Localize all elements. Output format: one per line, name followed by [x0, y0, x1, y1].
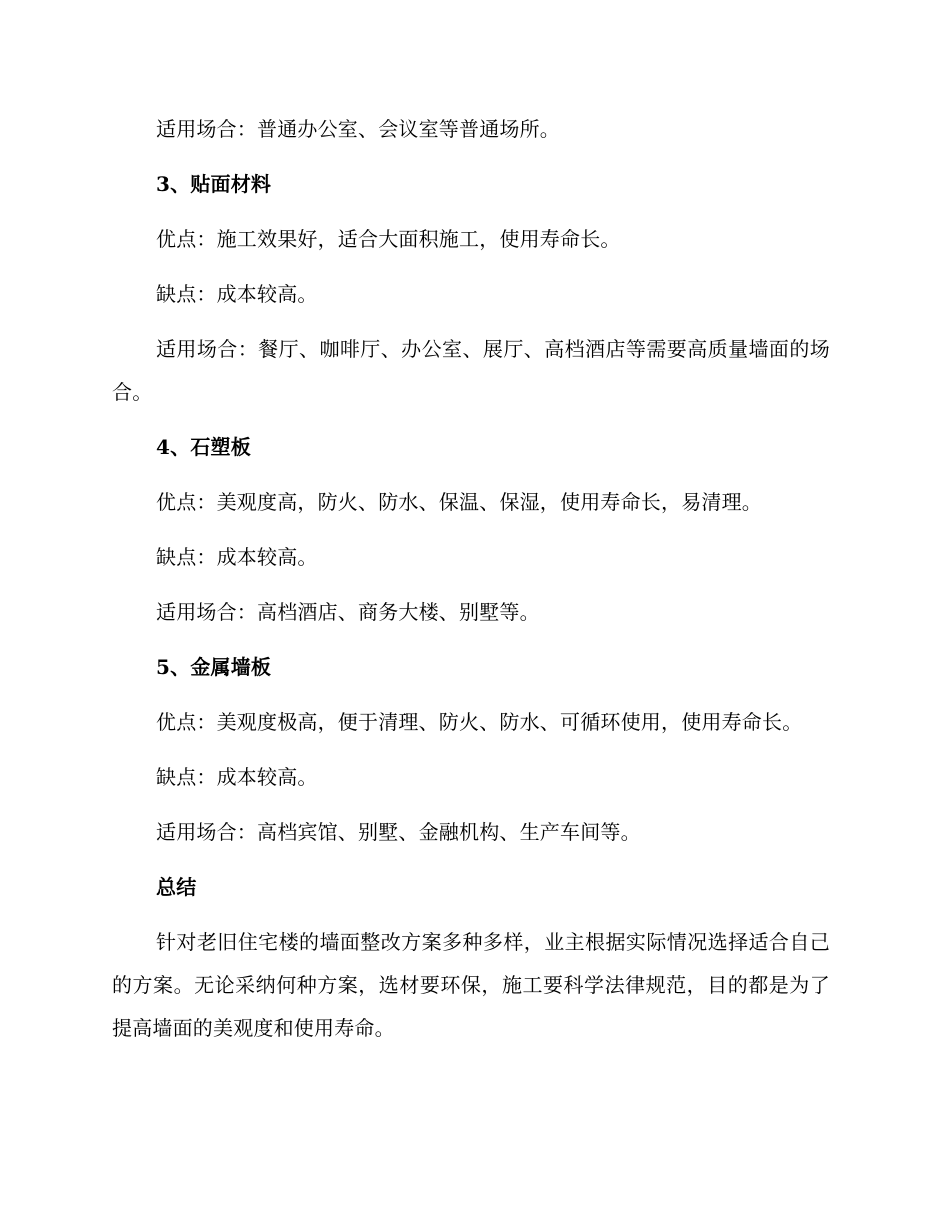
advantages-paragraph: 优点：美观度极高，便于清理、防火、防水、可循环使用，使用寿命长。 — [156, 710, 803, 734]
applicable-scope-paragraph: 适用场合：餐厅、咖啡厅、办公室、展厅、高档酒店等需要高质量墙面的场合。 — [112, 337, 830, 404]
advantages-paragraph: 优点：施工效果好，适合大面积施工，使用寿命长。 — [156, 227, 621, 251]
section-heading-summary: 总结 — [156, 875, 197, 899]
section-heading-veneer: 3、贴面材料 — [156, 172, 272, 196]
disadvantages-paragraph: 缺点：成本较高。 — [156, 545, 318, 569]
applicable-scope-paragraph: 适用场合：高档酒店、商务大楼、别墅等。 — [156, 600, 540, 624]
disadvantages-paragraph: 缺点：成本较高。 — [156, 282, 318, 306]
applicable-scope-paragraph: 适用场合：高档宾馆、别墅、金融机构、生产车间等。 — [156, 820, 641, 844]
advantages-paragraph: 优点：美观度高，防火、防水、保温、保湿，使用寿命长，易清理。 — [156, 490, 762, 514]
section-heading-stone-plastic: 4、石塑板 — [156, 435, 251, 459]
section-heading-metal-panel: 5、金属墙板 — [156, 655, 272, 679]
applicable-scope-paragraph: 适用场合：普通办公室、会议室等普通场所。 — [156, 117, 560, 141]
summary-paragraph: 针对老旧住宅楼的墙面整改方案多种多样，业主根据实际情况选择适合自己的方案。无论采纳何种方案，选材要环保，施工要科学法律规范，目的都是为了提高墙面的美观度和使用寿命。 — [112, 930, 830, 1040]
disadvantages-paragraph: 缺点：成本较高。 — [156, 765, 318, 789]
